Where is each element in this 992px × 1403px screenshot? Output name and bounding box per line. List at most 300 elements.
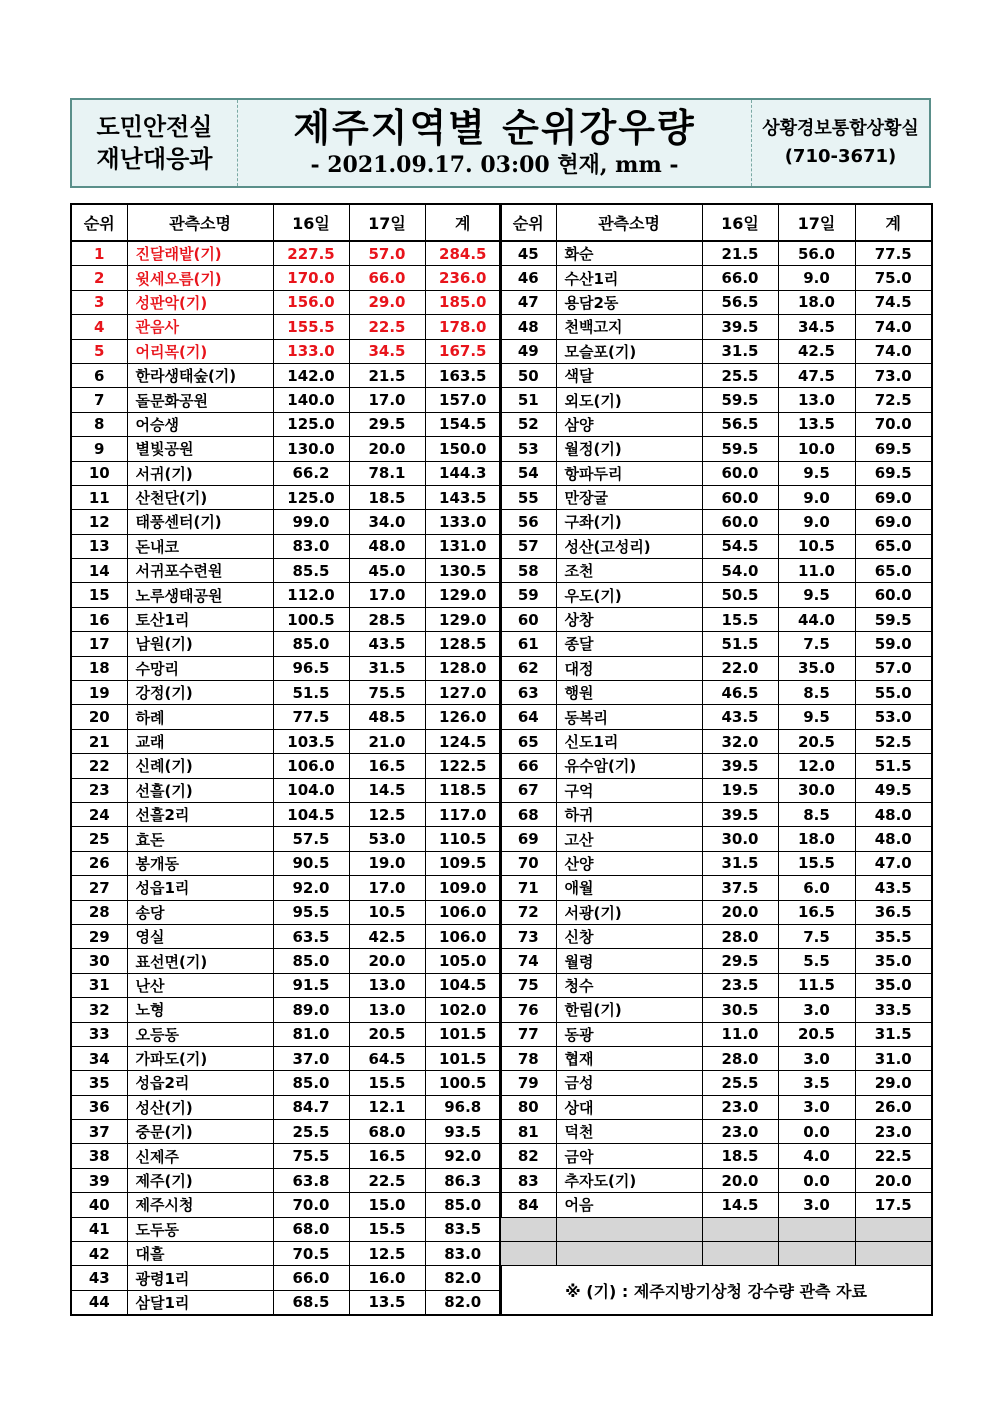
table-row: [500, 681, 932, 705]
total-cell: 127.0: [425, 681, 501, 705]
day16-cell: 84.7: [273, 1095, 349, 1119]
day17-cell: 9.0: [778, 510, 855, 534]
total-cell: 105.0: [425, 949, 501, 973]
total-cell: 53.0: [855, 705, 932, 729]
total-cell: 150.0: [425, 437, 501, 461]
total-cell: 101.5: [425, 1046, 501, 1070]
rank-cell: 44: [71, 1290, 127, 1315]
day17-cell: 64.5: [349, 1046, 425, 1070]
day16-cell: 25.5: [273, 1120, 349, 1144]
day17-cell: 16.0: [349, 1266, 425, 1290]
day16-cell: 37.5: [702, 876, 778, 900]
rank-cell: 77: [500, 1022, 556, 1046]
total-cell: 49.5: [855, 778, 932, 802]
table-row: [71, 924, 501, 948]
day17-cell: 0.0: [778, 1168, 855, 1192]
total-cell: 118.5: [425, 778, 501, 802]
table-row: [500, 778, 932, 802]
rank-cell: 14: [71, 559, 127, 583]
rank-cell: 33: [71, 1022, 127, 1046]
station-name-cell: 유수암(기): [556, 754, 702, 778]
table-row: [500, 388, 932, 412]
empty-cell: [702, 1242, 778, 1266]
day17-cell: 15.5: [778, 851, 855, 875]
rank-cell: 57: [500, 534, 556, 558]
station-name-cell: 선흘2리: [127, 802, 273, 826]
rank-cell: 52: [500, 412, 556, 436]
total-cell: 102.0: [425, 998, 501, 1022]
day16-cell: 91.5: [273, 973, 349, 997]
day16-cell: 133.0: [273, 339, 349, 363]
day17-cell: 13.0: [778, 388, 855, 412]
station-name-cell: 수망리: [127, 656, 273, 680]
rank-cell: 48: [500, 315, 556, 339]
table-row: [71, 290, 501, 314]
station-name-cell: 성판악(기): [127, 290, 273, 314]
table-row: [71, 1290, 501, 1315]
day16-cell: 20.0: [702, 900, 778, 924]
day17-cell: 12.5: [349, 802, 425, 826]
day16-header: 16일: [702, 204, 778, 241]
station-name-cell: 한림(기): [556, 998, 702, 1022]
total-cell: 69.5: [855, 437, 932, 461]
station-name-cell: 추자도(기): [556, 1168, 702, 1192]
day16-cell: 28.0: [702, 1046, 778, 1070]
rank-cell: 46: [500, 266, 556, 290]
rank-cell: 82: [500, 1144, 556, 1168]
empty-cell: [778, 1217, 855, 1241]
table-row: [500, 437, 932, 461]
day16-cell: 57.5: [273, 827, 349, 851]
rank-cell: 22: [71, 754, 127, 778]
rank-cell: 3: [71, 290, 127, 314]
rank-cell: 37: [71, 1120, 127, 1144]
station-name-cell: 어승생: [127, 412, 273, 436]
day17-cell: 10.5: [778, 534, 855, 558]
rank-cell: 49: [500, 339, 556, 363]
rank-cell: 7: [71, 388, 127, 412]
day16-cell: 32.0: [702, 729, 778, 753]
rank-cell: 64: [500, 705, 556, 729]
rank-cell: 23: [71, 778, 127, 802]
table-row: [71, 266, 501, 290]
table-row: [500, 802, 932, 826]
station-name-cell: 어리목(기): [127, 339, 273, 363]
rank-cell: 25: [71, 827, 127, 851]
table-row: [500, 559, 932, 583]
table-row: [71, 339, 501, 363]
total-cell: 128.0: [425, 656, 501, 680]
total-cell: 124.5: [425, 729, 501, 753]
department-name: 도민안전실: [96, 113, 213, 141]
total-cell: 33.5: [855, 998, 932, 1022]
table-row: [71, 1046, 501, 1070]
station-name-cell: 월정(기): [556, 437, 702, 461]
rank-cell: 74: [500, 949, 556, 973]
station-header: 관측소명: [556, 204, 702, 241]
table-row: [71, 534, 501, 558]
total-cell: 35.0: [855, 973, 932, 997]
total-cell: 83.5: [425, 1217, 501, 1241]
station-name-cell: 상대: [556, 1095, 702, 1119]
table-row: [71, 485, 501, 509]
station-name-cell: 진달래밭(기): [127, 241, 273, 266]
day17-cell: 78.1: [349, 461, 425, 485]
day16-cell: 29.5: [702, 949, 778, 973]
total-cell: 129.0: [425, 583, 501, 607]
day16-cell: 14.5: [702, 1193, 778, 1217]
table-row: [500, 534, 932, 558]
total-cell: 236.0: [425, 266, 501, 290]
day16-cell: 125.0: [273, 485, 349, 509]
day16-cell: 63.8: [273, 1168, 349, 1192]
station-name-cell: 서귀포수련원: [127, 559, 273, 583]
table-row: [71, 1095, 501, 1119]
station-name-cell: 토산1리: [127, 607, 273, 631]
day16-cell: 66.0: [702, 266, 778, 290]
total-cell: 31.0: [855, 1046, 932, 1070]
table-row: [71, 729, 501, 753]
day16-cell: 85.0: [273, 1071, 349, 1095]
rank-cell: 83: [500, 1168, 556, 1192]
station-name-cell: 돈내코: [127, 534, 273, 558]
station-name-cell: 표선면(기): [127, 949, 273, 973]
table-row: [500, 1193, 932, 1217]
total-cell: 104.5: [425, 973, 501, 997]
legend-note: ※ (기) : 제주지방기상청 강수량 관측 자료: [500, 1266, 932, 1316]
day17-cell: 8.5: [778, 802, 855, 826]
rank-cell: 24: [71, 802, 127, 826]
table-row: [500, 729, 932, 753]
table-row: [500, 827, 932, 851]
table-row: [71, 1168, 501, 1192]
rank-cell: 43: [71, 1266, 127, 1290]
station-name-cell: 만장굴: [556, 485, 702, 509]
day17-cell: 28.5: [349, 607, 425, 631]
station-name-cell: 남원(기): [127, 632, 273, 656]
station-name-cell: 외도(기): [556, 388, 702, 412]
day16-cell: 28.0: [702, 924, 778, 948]
table-row: [71, 998, 501, 1022]
table-row: [71, 1022, 501, 1046]
total-cell: 57.0: [855, 656, 932, 680]
day17-cell: 19.0: [349, 851, 425, 875]
day17-cell: 3.0: [778, 1095, 855, 1119]
day16-cell: 59.5: [702, 388, 778, 412]
day17-cell: 12.1: [349, 1095, 425, 1119]
total-cell: 35.5: [855, 924, 932, 948]
table-row: [500, 656, 932, 680]
table-row: [71, 510, 501, 534]
total-cell: 35.0: [855, 949, 932, 973]
total-cell: 60.0: [855, 583, 932, 607]
station-name-cell: 천백고지: [556, 315, 702, 339]
table-row: [500, 290, 932, 314]
station-name-cell: 고산: [556, 827, 702, 851]
day16-cell: 96.5: [273, 656, 349, 680]
rank-cell: 36: [71, 1095, 127, 1119]
table-row: [500, 607, 932, 631]
table-row: [71, 1242, 501, 1266]
total-cell: 74.0: [855, 315, 932, 339]
station-header: 관측소명: [127, 204, 273, 241]
day17-cell: 17.0: [349, 388, 425, 412]
total-cell: 133.0: [425, 510, 501, 534]
day17-cell: 5.5: [778, 949, 855, 973]
station-name-cell: 효돈: [127, 827, 273, 851]
day17-cell: 34.0: [349, 510, 425, 534]
total-cell: 65.0: [855, 534, 932, 558]
table-row: [500, 705, 932, 729]
day16-cell: 156.0: [273, 290, 349, 314]
day16-cell: 77.5: [273, 705, 349, 729]
rank-cell: 27: [71, 876, 127, 900]
table-row: [500, 754, 932, 778]
rank-cell: 41: [71, 1217, 127, 1241]
note-row: [500, 1266, 932, 1316]
station-name-cell: 대흘: [127, 1242, 273, 1266]
rank-cell: 75: [500, 973, 556, 997]
total-cell: 163.5: [425, 363, 501, 387]
day16-cell: 155.5: [273, 315, 349, 339]
day17-cell: 20.0: [349, 437, 425, 461]
office-name: 상황경보통합상황실: [762, 118, 919, 139]
rank-cell: 50: [500, 363, 556, 387]
rank-cell: 42: [71, 1242, 127, 1266]
page-subtitle: - 2021.09.17. 03:00 현재, mm -: [310, 152, 679, 178]
station-name-cell: 별빛공원: [127, 437, 273, 461]
station-name-cell: 색달: [556, 363, 702, 387]
day17-cell: 3.0: [778, 1046, 855, 1070]
day16-cell: 70.5: [273, 1242, 349, 1266]
rank-cell: 70: [500, 851, 556, 875]
table-row: [500, 412, 932, 436]
table-header-row: [500, 204, 932, 241]
rank-cell: 4: [71, 315, 127, 339]
day17-cell: 6.0: [778, 876, 855, 900]
day16-cell: 54.0: [702, 559, 778, 583]
station-name-cell: 신도1리: [556, 729, 702, 753]
day16-cell: 15.5: [702, 607, 778, 631]
station-name-cell: 우도(기): [556, 583, 702, 607]
total-cell: 86.3: [425, 1168, 501, 1192]
day17-cell: 21.5: [349, 363, 425, 387]
day17-cell: 20.5: [349, 1022, 425, 1046]
day17-cell: 48.5: [349, 705, 425, 729]
table-row: [71, 876, 501, 900]
day16-header: 16일: [273, 204, 349, 241]
table-row: [71, 802, 501, 826]
day17-cell: 21.0: [349, 729, 425, 753]
table-row: [71, 973, 501, 997]
day16-cell: 112.0: [273, 583, 349, 607]
day16-cell: 81.0: [273, 1022, 349, 1046]
day16-cell: 23.5: [702, 973, 778, 997]
day16-cell: 142.0: [273, 363, 349, 387]
rank-cell: 10: [71, 461, 127, 485]
rank-cell: 28: [71, 900, 127, 924]
day16-cell: 50.5: [702, 583, 778, 607]
empty-row: [500, 1217, 932, 1241]
day17-cell: 35.0: [778, 656, 855, 680]
table-row: [71, 1193, 501, 1217]
total-cell: 17.5: [855, 1193, 932, 1217]
empty-cell: [778, 1242, 855, 1266]
table-row: [71, 1144, 501, 1168]
day16-cell: 19.5: [702, 778, 778, 802]
day16-cell: 130.0: [273, 437, 349, 461]
day17-cell: 11.0: [778, 559, 855, 583]
rank-cell: 21: [71, 729, 127, 753]
day16-cell: 20.0: [702, 1168, 778, 1192]
day16-cell: 140.0: [273, 388, 349, 412]
total-cell: 69.5: [855, 461, 932, 485]
rank-cell: 72: [500, 900, 556, 924]
station-name-cell: 구좌(기): [556, 510, 702, 534]
day16-cell: 104.0: [273, 778, 349, 802]
day17-cell: 3.0: [778, 998, 855, 1022]
rank-cell: 60: [500, 607, 556, 631]
rank-cell: 32: [71, 998, 127, 1022]
table-row: [500, 924, 932, 948]
station-name-cell: 하귀: [556, 802, 702, 826]
station-name-cell: 덕천: [556, 1120, 702, 1144]
total-cell: 73.0: [855, 363, 932, 387]
rank-cell: 29: [71, 924, 127, 948]
day16-cell: 92.0: [273, 876, 349, 900]
station-name-cell: 성산(기): [127, 1095, 273, 1119]
table-row: [71, 388, 501, 412]
day16-cell: 170.0: [273, 266, 349, 290]
day17-cell: 20.0: [349, 949, 425, 973]
station-name-cell: 난산: [127, 973, 273, 997]
table-row: [71, 827, 501, 851]
station-name-cell: 삼양: [556, 412, 702, 436]
table-row: [500, 900, 932, 924]
total-cell: 82.0: [425, 1266, 501, 1290]
day17-cell: 18.0: [778, 290, 855, 314]
total-cell: 36.5: [855, 900, 932, 924]
day17-cell: 13.5: [778, 412, 855, 436]
total-cell: 131.0: [425, 534, 501, 558]
total-cell: 51.5: [855, 754, 932, 778]
day17-cell: 11.5: [778, 973, 855, 997]
table-row: [71, 632, 501, 656]
total-cell: 185.0: [425, 290, 501, 314]
day17-cell: 20.5: [778, 729, 855, 753]
table-row: [500, 510, 932, 534]
table-row: [500, 339, 932, 363]
day17-cell: 4.0: [778, 1144, 855, 1168]
total-header: 계: [855, 204, 932, 241]
day16-cell: 90.5: [273, 851, 349, 875]
table-row: [500, 851, 932, 875]
empty-cell: [855, 1242, 932, 1266]
rank-cell: 69: [500, 827, 556, 851]
total-cell: 23.0: [855, 1120, 932, 1144]
table-row: [500, 1095, 932, 1119]
station-name-cell: 종달: [556, 632, 702, 656]
total-cell: 126.0: [425, 705, 501, 729]
rank-cell: 6: [71, 363, 127, 387]
station-name-cell: 윗세오름(기): [127, 266, 273, 290]
table-row: [500, 485, 932, 509]
day16-cell: 25.5: [702, 363, 778, 387]
total-cell: 106.0: [425, 924, 501, 948]
table-row: [71, 363, 501, 387]
day17-cell: 9.0: [778, 485, 855, 509]
rank-cell: 5: [71, 339, 127, 363]
total-cell: 85.0: [425, 1193, 501, 1217]
total-cell: 74.0: [855, 339, 932, 363]
day17-cell: 12.5: [349, 1242, 425, 1266]
day17-cell: 16.5: [778, 900, 855, 924]
day16-cell: 103.5: [273, 729, 349, 753]
empty-row: [500, 1242, 932, 1266]
day17-cell: 7.5: [778, 924, 855, 948]
day17-cell: 29.0: [349, 290, 425, 314]
total-cell: 101.5: [425, 1022, 501, 1046]
day16-cell: 63.5: [273, 924, 349, 948]
day16-cell: 31.5: [702, 851, 778, 875]
rank-cell: 65: [500, 729, 556, 753]
total-cell: 96.8: [425, 1095, 501, 1119]
table-row: [500, 1046, 932, 1070]
station-name-cell: 가파도(기): [127, 1046, 273, 1070]
total-cell: 59.5: [855, 607, 932, 631]
day16-cell: 89.0: [273, 998, 349, 1022]
rank-cell: 45: [500, 241, 556, 266]
total-cell: 83.0: [425, 1242, 501, 1266]
day17-cell: 53.0: [349, 827, 425, 851]
rank-cell: 39: [71, 1168, 127, 1192]
rank-cell: 40: [71, 1193, 127, 1217]
empty-cell: [500, 1217, 556, 1241]
rank-cell: 13: [71, 534, 127, 558]
day17-cell: 17.0: [349, 876, 425, 900]
rank-cell: 80: [500, 1095, 556, 1119]
station-name-cell: 중문(기): [127, 1120, 273, 1144]
station-name-cell: 서귀(기): [127, 461, 273, 485]
day16-cell: 25.5: [702, 1071, 778, 1095]
day16-cell: 21.5: [702, 241, 778, 266]
station-name-cell: 돌문화공원: [127, 388, 273, 412]
table-row: [500, 461, 932, 485]
station-name-cell: 산천단(기): [127, 485, 273, 509]
station-name-cell: 신제주: [127, 1144, 273, 1168]
total-cell: 92.0: [425, 1144, 501, 1168]
day16-cell: 30.5: [702, 998, 778, 1022]
rank-cell: 47: [500, 290, 556, 314]
day17-cell: 16.5: [349, 1144, 425, 1168]
day17-cell: 34.5: [349, 339, 425, 363]
station-name-cell: 청수: [556, 973, 702, 997]
total-cell: 52.5: [855, 729, 932, 753]
total-cell: 31.5: [855, 1022, 932, 1046]
rank-cell: 66: [500, 754, 556, 778]
day16-cell: 60.0: [702, 485, 778, 509]
station-name-cell: 성읍1리: [127, 876, 273, 900]
day16-cell: 23.0: [702, 1120, 778, 1144]
day17-cell: 15.0: [349, 1193, 425, 1217]
day16-cell: 31.5: [702, 339, 778, 363]
rainfall-table-right: [499, 203, 933, 1316]
station-name-cell: 제주시청: [127, 1193, 273, 1217]
table-row: [500, 363, 932, 387]
day17-cell: 57.0: [349, 241, 425, 266]
rank-cell: 81: [500, 1120, 556, 1144]
total-cell: 93.5: [425, 1120, 501, 1144]
